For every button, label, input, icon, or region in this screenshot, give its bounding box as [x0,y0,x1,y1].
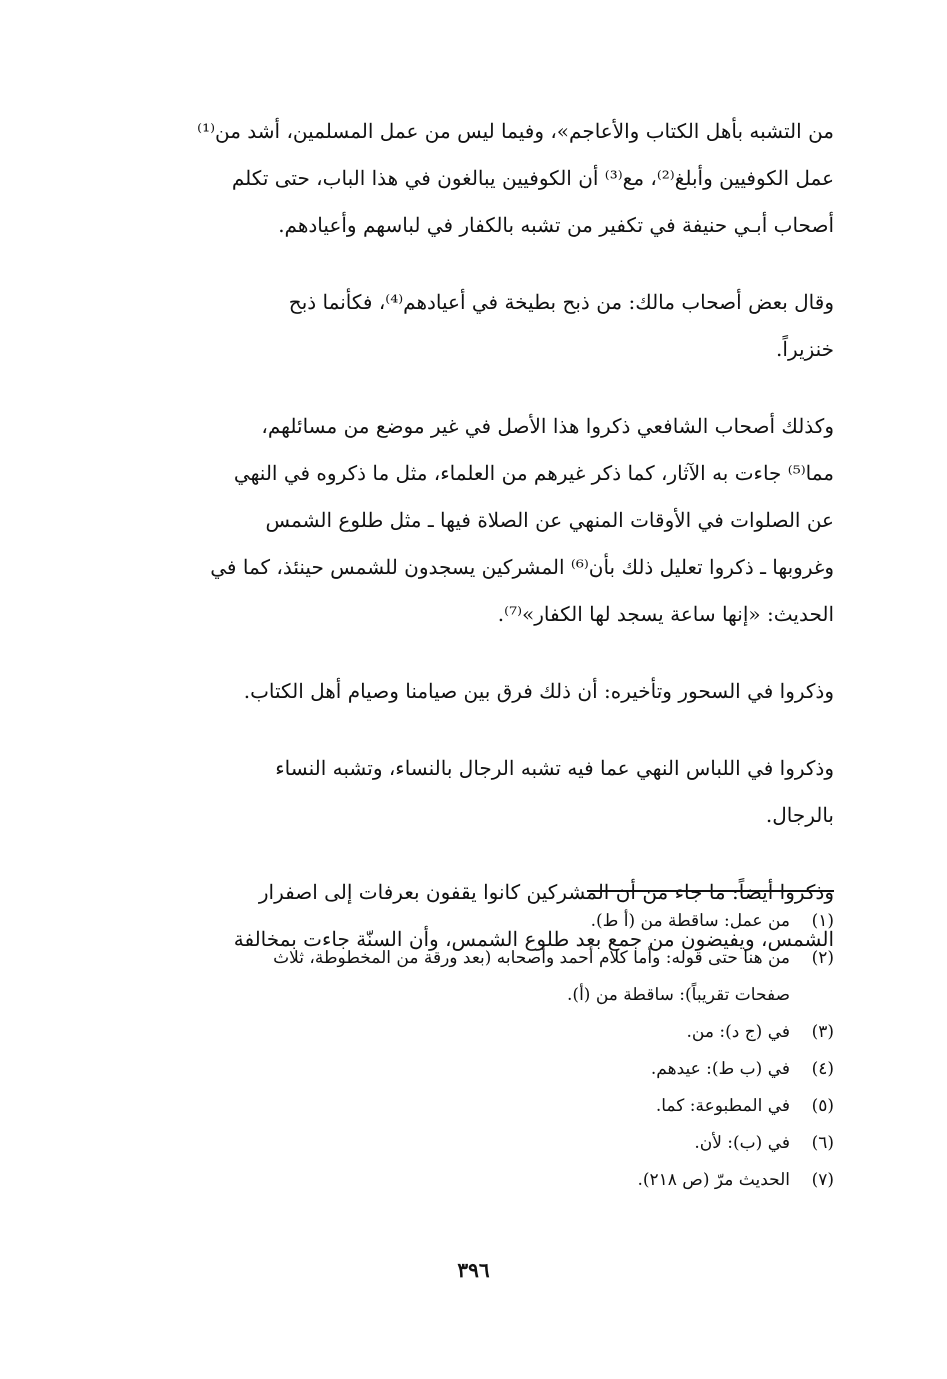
footnote [98,1051,834,1088]
footnote-number: (٤) [811,1059,834,1079]
text-line: من التشبه بأهل الكتاب والأعاجم»، وفيما ليس من عمل المسلمين، أشد من⁽¹⁾ [197,119,834,143]
text-line: عن الصلوات في الأوقات المنهي عن الصلاة فيها ـ مثل طلوع الشمس [265,508,834,532]
footnote-number: (٧) [811,1170,834,1190]
footnote-divider [587,890,834,892]
text-line: وكذلك أصحاب الشافعي ذكروا هذا الأصل في غير موضع من مسائلهم، [261,414,834,438]
footnote [98,903,834,940]
footnote [98,1125,834,1162]
text-line: الشمس، ويفيضون من جمع بعد طلوع الشمس، وأن السنّة جاءت بمخالفة [233,927,834,951]
footnote-number: (٣) [811,1022,834,1042]
footnote-text: في (ب): لأن. [694,1133,790,1153]
text-line: بالرجال. [765,803,834,827]
footnote-continuation: صفحات تقريباً): ساقطة من (أ). [567,985,790,1005]
footnote-number: (٥) [811,1096,834,1116]
footnote-number: (٦) [811,1133,834,1153]
main-text [98,108,834,979]
text-line: وذكروا أيضاً: ما جاء من أن المشركين كانوا يقفون بعرفات إلى اصفرار [258,880,834,904]
text-line: الحديث: «إنها ساعة يسجد لها الكفار»⁽⁷⁾. [497,602,834,626]
text-line: وذكروا في اللباس النهي عما فيه تشبه الرجال بالنساء، وتشبه النساء [275,756,834,780]
text-line: وغروبها ـ ذكروا تعليل ذلك بأن⁽⁶⁾ المشركين يسجدون للشمس حينئذ، كما في [210,555,834,579]
text-line: وذكروا في السحور وتأخيره: أن ذلك فرق بين صيامنا وصيام أهل الكتاب. [243,679,834,703]
footnote-number: (٢) [811,948,834,968]
footnote [98,1088,834,1125]
footnote-text: في (ب ط): عيدهم. [650,1059,790,1079]
footnote-text: في (ج د): من. [686,1022,790,1042]
page-number: ٣٩٦ [457,1258,490,1282]
footnote-text: من عمل: ساقطة من (أ ط). [590,911,790,931]
text-line: عمل الكوفيين وأبلغ⁽²⁾، مع⁽³⁾ أن الكوفيين يبالغون في هذا الباب، حتى تكلم [231,166,834,190]
footnote [98,1014,834,1051]
footnote [98,1162,834,1199]
footnote [98,940,834,977]
text-line: وقال بعض أصحاب مالك: من ذبح بطيخة في أعيادهم⁽⁴⁾، فكأنما ذبح [288,290,834,314]
footnote-text: الحديث مرّ (ص ٢١٨). [637,1170,790,1190]
text-line: خنزيراً. [776,337,834,361]
footnote-text: من هنا حتى قوله: وأما كلام أحمد وأصحابه (بعد ورقة من المخطوطة، ثلاث [273,948,790,968]
footnotes [98,903,834,1199]
footnote-number: (١) [811,911,834,931]
footnote-text: في المطبوعة: كما. [655,1096,790,1116]
text-line: مما⁽⁵⁾ جاءت به الآثار، كما ذكر غيرهم من العلماء، مثل ما ذكروه في النهي [233,461,834,485]
text-line: أصحاب أبـي حنيفة في تكفير من تشبه بالكفار في لباسهم وأعيادهم. [278,213,834,237]
